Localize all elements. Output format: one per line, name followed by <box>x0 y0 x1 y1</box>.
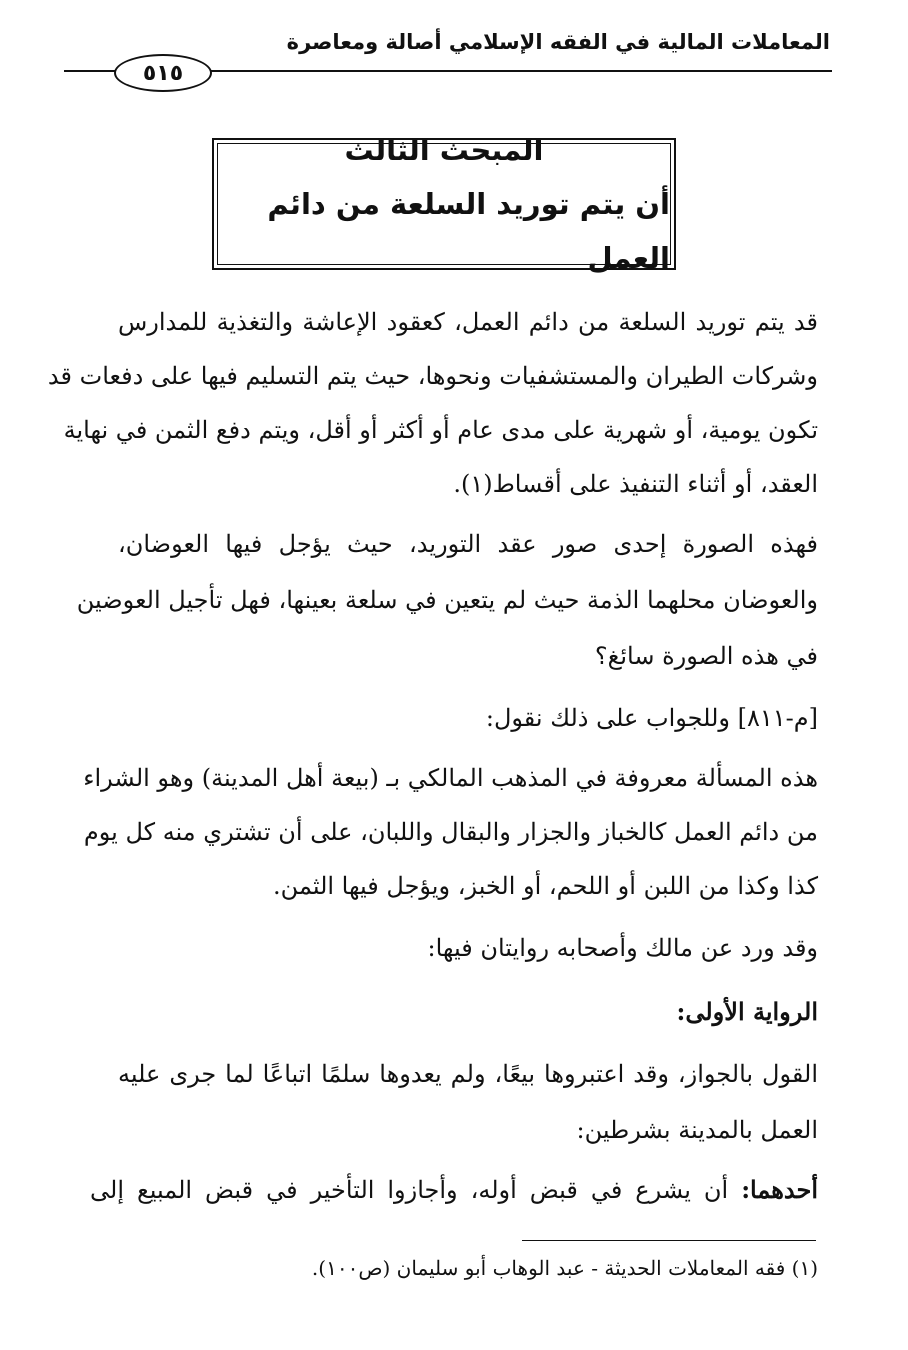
paragraph-2-line-1: فهذه الصورة إحدى صور عقد التوريد، حيث يؤجل فيها العوضان، <box>118 530 818 558</box>
paragraph-7-lead: أحدهما: <box>741 1175 818 1204</box>
footnote-1: (١) فقه المعاملات الحديثة - عبد الوهاب أبو سليمان (ص١٠٠). <box>311 1256 818 1280</box>
paragraph-4-line-2: من دائم العمل كالخباز والجزار والبقال واللبان، على أن تشتري منه كل يوم <box>83 818 818 846</box>
section-title-line-2: أن يتم توريد السلعة من دائم العمل <box>267 187 670 275</box>
running-header-title: المعاملات المالية في الفقه الإسلامي أصالة ومعاصرة <box>286 30 830 54</box>
section-title-box <box>212 133 676 275</box>
paragraph-7-line-1 <box>90 1170 818 1210</box>
page-number: ٥١٥ <box>114 54 212 92</box>
paragraph-1-line-3: تكون يومية، أو شهرية على مدى عام أو أكثر أو أقل، ويتم دفع الثمن في نهاية <box>63 416 818 444</box>
section-title-line-1: المبحث الثالث <box>344 133 544 167</box>
paragraph-1-line-1: قد يتم توريد السلعة من دائم العمل، كعقود الإعاشة والتغذية للمدارس <box>118 308 818 336</box>
paragraph-4-line-1: هذه المسألة معروفة في المذهب المالكي بـ (بيعة أهل المدينة) وهو الشراء <box>83 764 818 792</box>
paragraph-2-line-3: في هذه الصورة سائغ؟ <box>594 642 818 670</box>
subheading-first-narration: الرواية الأولى: <box>676 997 818 1026</box>
paragraph-5: وقد ورد عن مالك وأصحابه روايتان فيها: <box>427 934 818 962</box>
paragraph-3: [م-٨١١] وللجواب على ذلك نقول: <box>485 704 818 732</box>
section-title-inner <box>217 133 671 275</box>
paragraph-6-line-1: القول بالجواز، وقد اعتبروها بيعًا، ولم يعدوها سلمًا اتباعًا لما جرى عليه <box>118 1060 818 1088</box>
footnote-rule <box>522 1240 816 1241</box>
paragraph-6-line-2: العمل بالمدينة بشرطين: <box>576 1116 818 1144</box>
paragraph-4-line-3: كذا وكذا من اللبن أو اللحم، أو الخبز، ويؤجل فيها الثمن. <box>273 872 818 900</box>
paragraph-2-line-2: والعوضان محلهما الذمة حيث لم يتعين في سلعة بعينها، فهل تأجيل العوضين <box>76 586 818 614</box>
paragraph-1-line-4: العقد، أو أثناء التنفيذ على أقساط(١). <box>453 470 818 498</box>
paragraph-7-text: أن يشرع في قبض أوله، وأجازوا التأخير في قبض المبيع إلى <box>90 1176 742 1204</box>
paragraph-1-line-2: وشركات الطيران والمستشفيات ونحوها، حيث يتم التسليم فيها على دفعات قد <box>47 362 818 390</box>
